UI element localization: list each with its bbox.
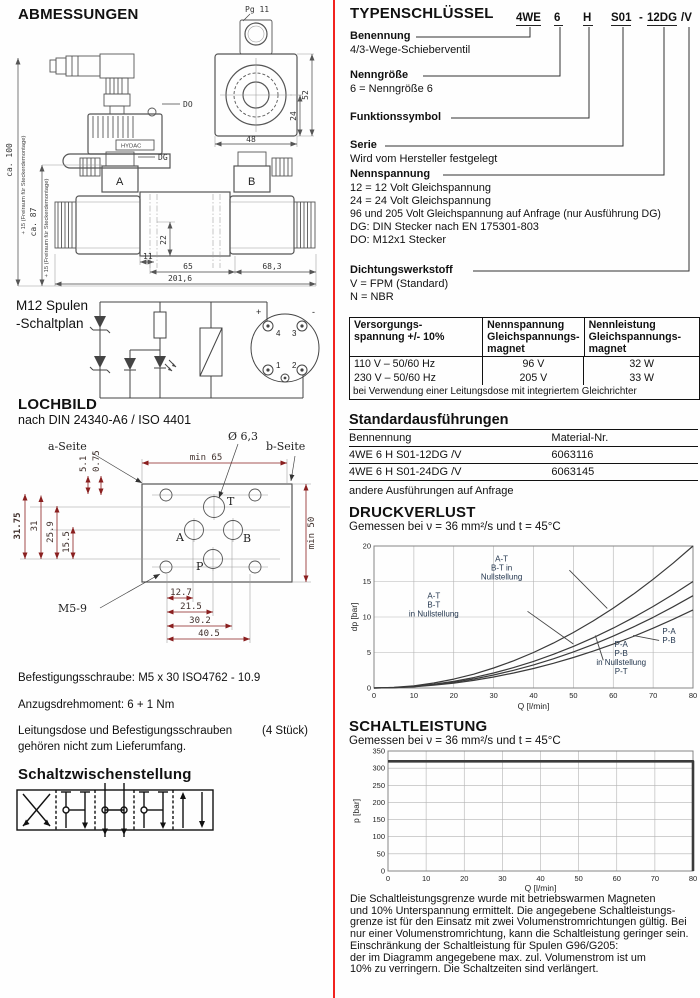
diameter-label: Ø 6,3 xyxy=(228,430,259,443)
dimension-drawing xyxy=(0,0,332,292)
note-scope-qty: (4 Stück) xyxy=(262,725,309,737)
note-screw: Befestigungsschraube: M5 x 30 ISO4762 - 10.9 xyxy=(18,672,261,684)
dim-30-2: 30.2 xyxy=(189,616,211,626)
note-line: grenze ist für den Einsatz mit zwei Volumenstromrichtungen gültig. Bei xyxy=(350,916,687,929)
dim-31-75: 31.75 xyxy=(13,512,23,540)
svg-text:0: 0 xyxy=(371,691,377,700)
ts-nennspannung-do: DO: M12x1 Stecker xyxy=(350,234,446,246)
do-label: DO xyxy=(183,100,193,109)
end-view xyxy=(215,5,314,147)
svg-text:250: 250 xyxy=(372,780,385,790)
svg-text:Q [l/min]: Q [l/min] xyxy=(517,701,550,711)
standard-table xyxy=(349,429,698,497)
dim-15-5: 15.5 xyxy=(62,531,72,553)
ts-label-serie: Serie xyxy=(350,139,377,151)
svg-text:80: 80 xyxy=(688,691,698,700)
svg-text:15: 15 xyxy=(362,577,371,586)
port-a-label: A xyxy=(176,531,184,544)
svg-text:Nullstellung: Nullstellung xyxy=(480,572,523,582)
note-line: der im Diagramm angegebene max. zul. Volumenstrom ist um xyxy=(350,951,646,964)
svg-text:10: 10 xyxy=(362,612,371,622)
m12-label-line2: -Schaltplan xyxy=(16,316,84,331)
section-title-standard: Standardausführungen xyxy=(349,412,509,428)
dim-min65: min 65 xyxy=(189,453,223,463)
svg-text:30: 30 xyxy=(498,874,507,883)
svg-text:10: 10 xyxy=(409,691,419,700)
ts-nennspannung-dg: DG: DIN Stecker nach EN 175301-803 xyxy=(350,221,539,233)
ts-dichtung-v: V = FPM (Standard) xyxy=(350,278,449,290)
note-scope-1: Leitungsdose und Befestigungsschrauben xyxy=(18,725,233,737)
vt-footnote: bei Verwendung einer Leitungsdose mit integriertem Gleichrichter xyxy=(353,386,637,397)
m12-pin3: 3 xyxy=(292,329,297,338)
coil-a-label: A xyxy=(116,176,124,188)
dim-65: 65 xyxy=(183,262,193,271)
dim-201-6: 201,6 xyxy=(167,274,193,283)
svg-text:in Nullstellung: in Nullstellung xyxy=(408,609,459,619)
svg-text:50: 50 xyxy=(574,874,583,883)
note-line: Die Schaltleistungsgrenze wurde mit betriebswarmen Magneten xyxy=(350,893,656,905)
ts-label-dichtungswerkstoff: Dichtungswerkstoff xyxy=(350,264,453,276)
svg-text:60: 60 xyxy=(609,691,618,700)
svg-text:A-T: A-T xyxy=(427,591,441,601)
svg-text:50: 50 xyxy=(376,849,385,859)
svg-text:150: 150 xyxy=(372,815,385,825)
svg-text:B-T in: B-T in xyxy=(490,563,513,573)
svg-text:0: 0 xyxy=(385,874,391,883)
ts-nenngroesse-value: 6 = Nenngröße 6 xyxy=(350,83,433,95)
svg-text:Q [l/min]: Q [l/min] xyxy=(524,883,557,893)
std-footnote: andere Ausführungen auf Anfrage xyxy=(349,485,514,497)
code-part-6: 6 xyxy=(554,12,563,26)
svg-text:40: 40 xyxy=(529,691,538,700)
schaltleistung-conditions: Gemessen bei ν = 36 mm²/s und t = 45°C xyxy=(349,735,561,747)
dim-5-1: 5.1 xyxy=(79,455,89,472)
section-title-abmessungen: ABMESSUNGEN xyxy=(18,6,139,23)
dim-0-75: 0.75 xyxy=(92,450,102,472)
dim-11: 11 xyxy=(143,252,153,261)
svg-text:P-A: P-A xyxy=(662,627,676,637)
std-row-24dg: 4WE 6 H S01-24DG /V 6063145 xyxy=(349,464,698,481)
ts-label-funktionssymbol: Funktionssymbol xyxy=(350,111,442,123)
m12-pin2: 2 xyxy=(292,361,297,370)
vt-row-230: 230 V – 50/60 Hz 205 V 33 W xyxy=(350,371,699,385)
dg-label: DG xyxy=(158,153,168,162)
ts-dichtung-n: N = NBR xyxy=(350,291,394,303)
dim-min50: min 50 xyxy=(307,516,317,550)
druckverlust-chart xyxy=(348,540,700,712)
dim-68-3: 68,3 xyxy=(262,262,282,271)
svg-text:P-A: P-A xyxy=(614,639,628,649)
ts-nennspannung-12: 12 = 12 Volt Gleichspannung xyxy=(350,182,491,194)
svg-text:50: 50 xyxy=(569,691,578,700)
dim-21-5: 21.5 xyxy=(180,602,202,612)
side-view-do-connector xyxy=(50,54,193,168)
pg11-label: Pg 11 xyxy=(245,5,270,14)
m12-label-line1: M12 Spulen xyxy=(16,298,89,313)
svg-text:300: 300 xyxy=(372,763,385,773)
dim-ca87: ca. 87 xyxy=(29,207,38,237)
dim-24: 24 xyxy=(289,111,298,121)
port-b-label: B xyxy=(243,532,252,545)
note-line: nur einer Volumenstromrichtung, kann die Schaltleistung geringer sein. xyxy=(350,928,689,941)
dim-25-9: 25.9 xyxy=(46,521,56,543)
m12-circuit-diagram xyxy=(0,292,332,412)
vt-row-110: 110 V – 50/60 Hz 96 V 32 W xyxy=(350,357,699,371)
svg-text:p [bar]: p [bar] xyxy=(351,798,361,824)
dim-48: 48 xyxy=(246,135,256,144)
svg-text:B-T: B-T xyxy=(427,600,441,610)
code-part-12dg: 12DG xyxy=(647,12,678,24)
svg-text:70: 70 xyxy=(648,691,658,700)
svg-text:20: 20 xyxy=(460,874,469,883)
voltage-table xyxy=(349,317,700,400)
m12-plus: + xyxy=(256,307,262,317)
code-part-4we: 4WE xyxy=(516,12,541,24)
dim-52: 52 xyxy=(301,90,310,100)
ts-nennspannung-24: 24 = 24 Volt Gleichspannung xyxy=(350,195,491,207)
section-title-druckverlust: DRUCKVERLUST xyxy=(349,504,476,521)
svg-text:in Nullstellung: in Nullstellung xyxy=(596,657,647,667)
svg-text:P-T: P-T xyxy=(614,666,628,676)
svg-text:200: 200 xyxy=(372,797,385,807)
std-header-row: Bennennung Material-Nr. xyxy=(349,429,698,447)
code-part-dash: - xyxy=(639,12,643,24)
vt-header-nennleistung: Nennleistung Gleichspannungs- magnet xyxy=(588,319,681,355)
front-view xyxy=(5,58,316,286)
section-title-typenschluessel: TYPENSCHLÜSSEL xyxy=(350,5,494,22)
port-p-label: P xyxy=(196,560,204,573)
svg-text:A-T: A-T xyxy=(495,554,509,564)
section-title-schaltzwischenstellung: Schaltzwischenstellung xyxy=(18,766,192,783)
svg-text:5: 5 xyxy=(366,648,371,657)
m12-pin1: 1 xyxy=(276,361,281,370)
svg-text:0: 0 xyxy=(380,866,385,876)
ts-serie-value: Wird vom Hersteller festgelegt xyxy=(350,153,498,165)
dim-freiraum-2: + 15 (Freiraum für Steckerdemontage) xyxy=(44,178,50,278)
section-title-lochbild: LOCHBILD xyxy=(18,396,98,413)
m12-pin4: 4 xyxy=(276,329,281,338)
lochbild-drawing xyxy=(0,428,332,666)
note-line: 10% zu verringern. Die Schaltzeiten sind verlängert. xyxy=(350,963,599,976)
valve-symbol xyxy=(12,783,232,845)
dim-31: 31 xyxy=(30,520,40,532)
svg-text:350: 350 xyxy=(372,746,385,756)
svg-text:20: 20 xyxy=(449,691,458,700)
ts-nennspannung-96-205: 96 und 205 Volt Gleichspannung auf Anfrage (nur Ausführung DG) xyxy=(350,208,661,220)
ts-benennung-value: 4/3-Wege-Schieberventil xyxy=(350,44,471,56)
svg-text:100: 100 xyxy=(372,832,385,842)
svg-text:70: 70 xyxy=(650,874,660,883)
schaltleistung-note xyxy=(350,894,700,976)
dim-freiraum-1: + 15 (Freiraum für Steckerdemontage) xyxy=(21,135,27,235)
svg-text:20: 20 xyxy=(362,541,371,551)
typenschluessel-block xyxy=(348,0,700,312)
coil-b-label: B xyxy=(248,176,256,188)
svg-text:40: 40 xyxy=(536,874,545,883)
m12-minus: - xyxy=(312,307,315,317)
brand-logo-side: HYDAC xyxy=(121,143,142,150)
section-title-schaltleistung: SCHALTLEISTUNG xyxy=(349,718,488,735)
ts-label-benennung: Benennung xyxy=(350,30,411,42)
code-part-v: /V xyxy=(681,12,692,24)
note-line: und 10% Unterspannung ermittelt. Die angegebene Schaltleistungs- xyxy=(350,904,676,917)
svg-text:P-B: P-B xyxy=(614,648,628,658)
dim-40-5: 40.5 xyxy=(198,629,220,639)
b-seite-label: b-Seite xyxy=(266,440,306,453)
svg-text:10: 10 xyxy=(421,874,431,883)
svg-text:30: 30 xyxy=(489,691,498,700)
svg-text:P-B: P-B xyxy=(662,636,676,646)
lochbild-standard: nach DIN 24340-A6 / ISO 4401 xyxy=(18,413,192,427)
svg-text:60: 60 xyxy=(612,874,621,883)
note-torque: Anzugsdrehmoment: 6 + 1 Nm xyxy=(18,699,175,711)
column-divider xyxy=(333,0,335,998)
port-t-label: T xyxy=(227,495,235,508)
code-part-s01: S01 xyxy=(611,12,632,24)
svg-text:80: 80 xyxy=(688,874,698,883)
std-row-12dg: 4WE 6 H S01-12DG /V 6063116 xyxy=(349,447,698,464)
note-line: Einschränkung der Schaltleistung für Spulen G96/G205: xyxy=(350,939,619,952)
ts-label-nennspannung: Nennspannung xyxy=(350,168,431,180)
druckverlust-conditions: Gemessen bei ν = 36 mm²/s und t = 45°C xyxy=(349,521,561,533)
schaltleistung-chart xyxy=(348,745,700,895)
code-part-h: H xyxy=(583,12,592,24)
dim-22: 22 xyxy=(159,235,168,245)
svg-text:0: 0 xyxy=(366,683,371,693)
dim-12-7: 12.7 xyxy=(170,588,192,598)
ts-label-nenngroesse: Nenngröße xyxy=(350,69,409,81)
vt-header-versorgung: Versorgungs- spannung +/- 10% xyxy=(350,318,483,356)
svg-text:dp [bar]: dp [bar] xyxy=(349,602,359,632)
m5-label: M5-9 xyxy=(58,602,87,615)
note-scope-2: gehören nicht zum Lieferumfang. xyxy=(18,741,187,753)
a-seite-label: a-Seite xyxy=(48,440,87,453)
dim-ca100: ca. 100 xyxy=(5,143,14,177)
vt-header-nennspannung: Nennspannung Gleichspannungs- magnet xyxy=(483,318,584,356)
